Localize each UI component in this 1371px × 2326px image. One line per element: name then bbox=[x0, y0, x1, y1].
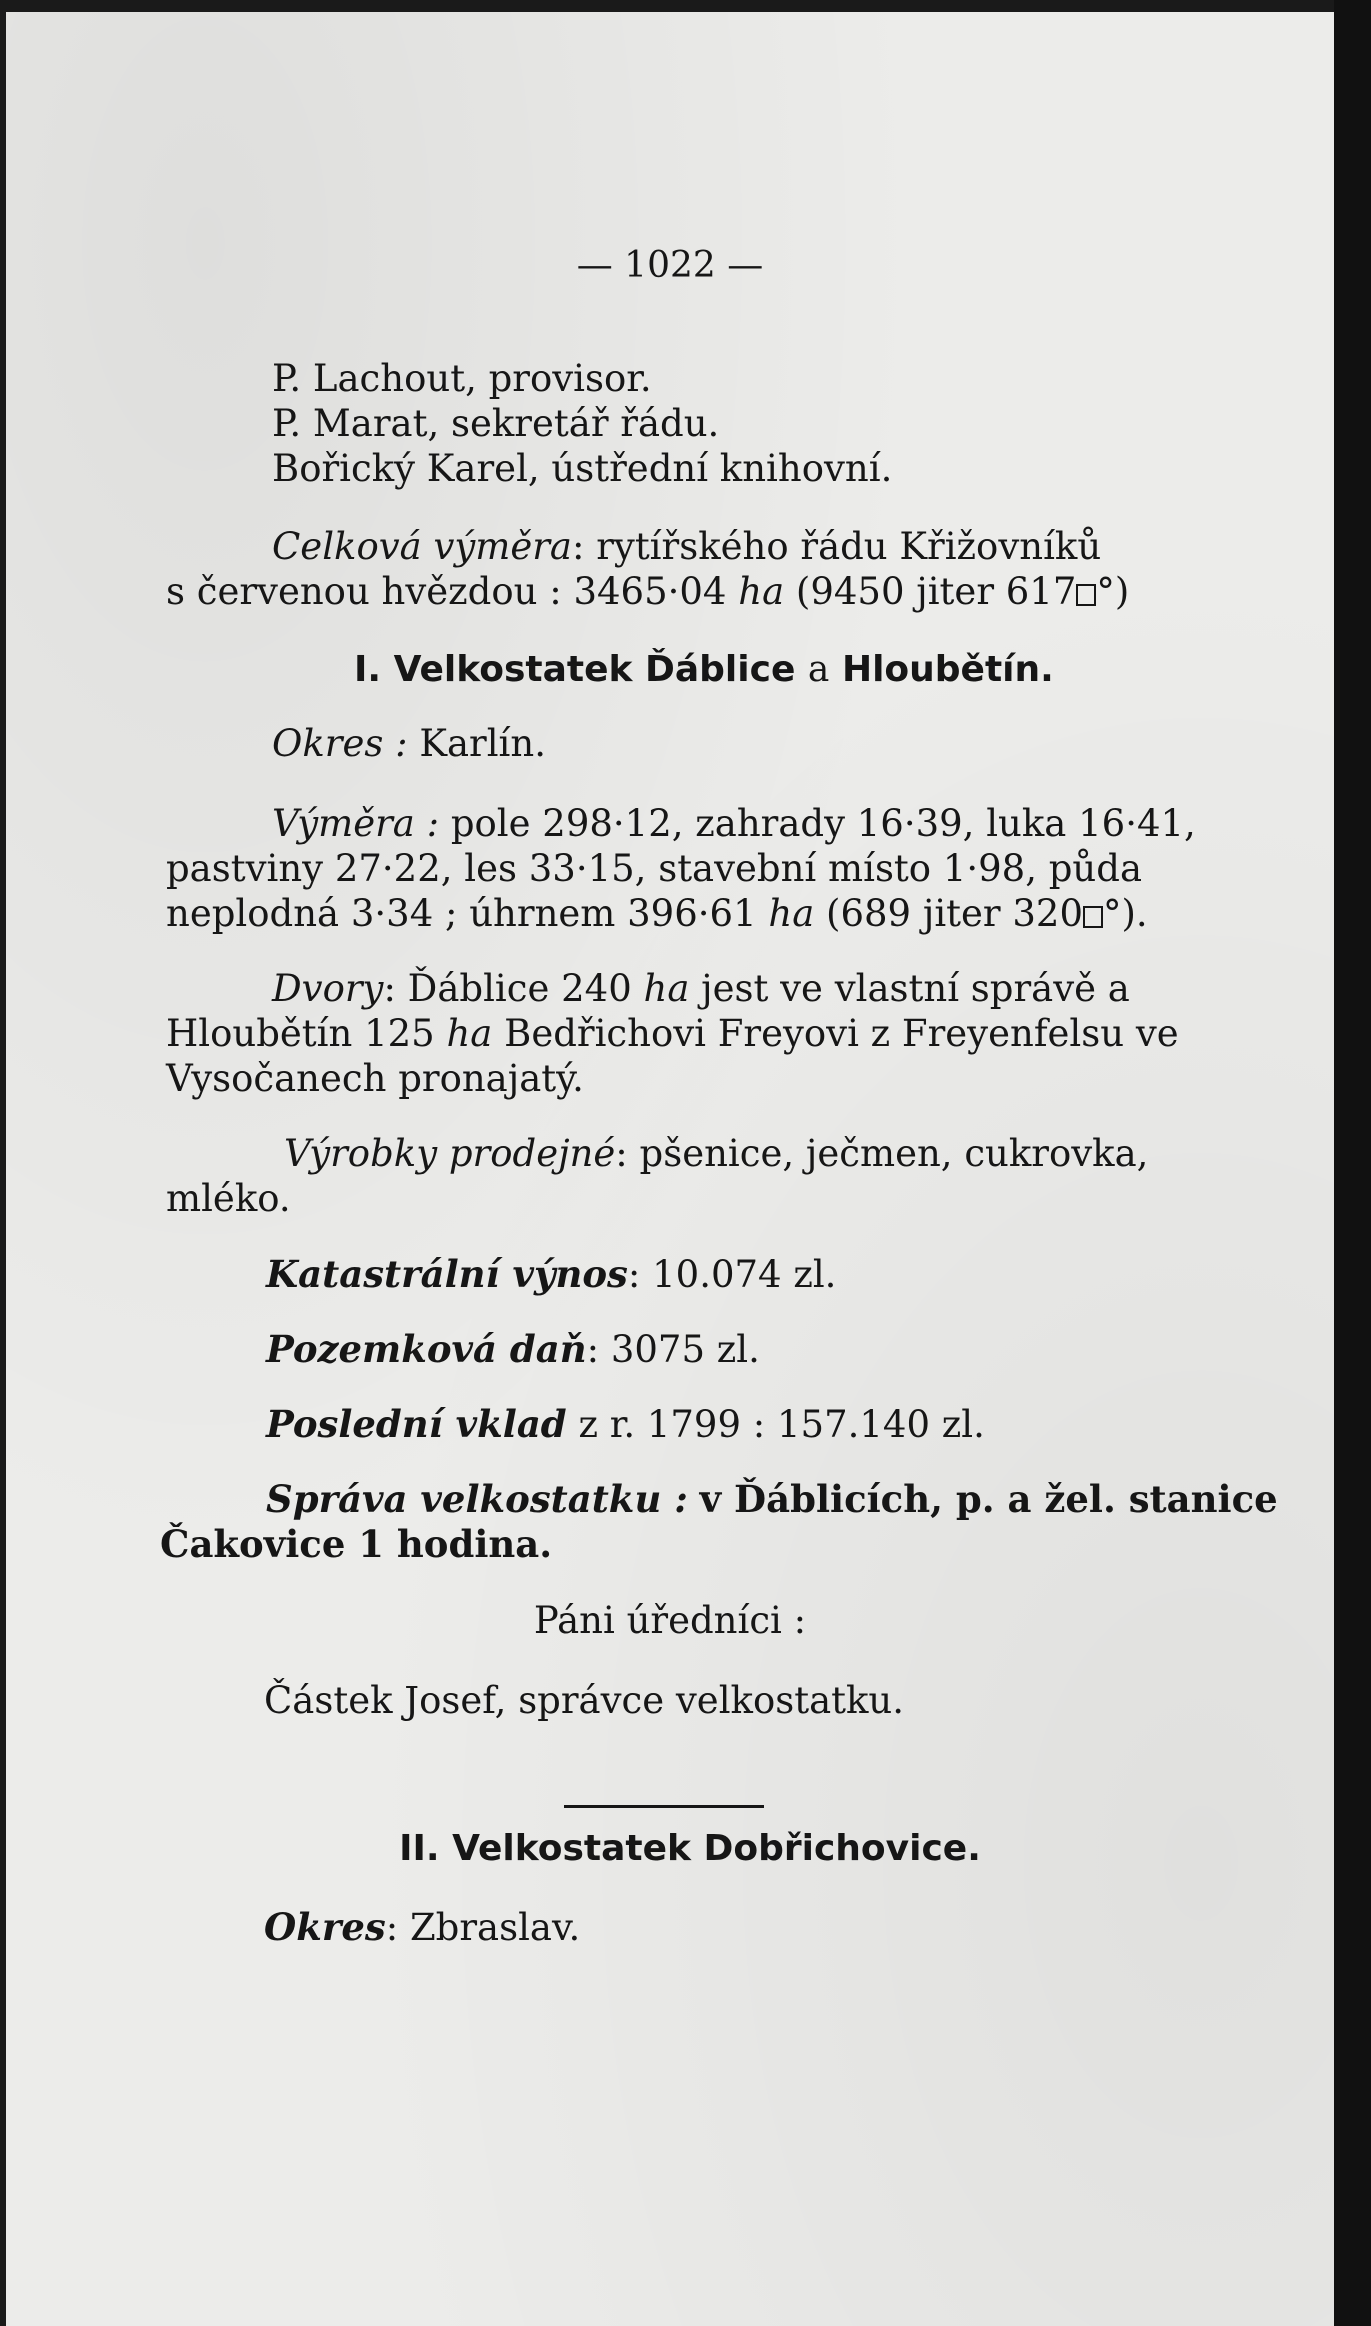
farms-label: Dvory bbox=[272, 967, 384, 1010]
products-text-1: : pšenice, ječmen, cukrovka, bbox=[615, 1132, 1149, 1175]
farms-unit: ha bbox=[643, 967, 690, 1010]
estate1-area-line-2: pastviny 27·22, les 33·15, stavební místo 1·98, půda bbox=[166, 847, 1143, 890]
estate1-heading bbox=[354, 648, 1054, 692]
total-area-text-2: s červenou hvězdou : 3465·04 bbox=[166, 570, 727, 613]
staff-line-3: Bořický Karel, ústřední knihovní. bbox=[272, 447, 893, 490]
staff-line-1: P. Lachout, provisor. bbox=[272, 357, 652, 400]
estate1-products-line-2: mléko. bbox=[166, 1177, 291, 1220]
land-tax-label: Pozemková daň bbox=[266, 1327, 587, 1371]
estate2-district bbox=[264, 1905, 580, 1950]
estate1-last-deposit bbox=[266, 1402, 985, 1447]
officials-heading: Páni úředníci : bbox=[533, 1599, 807, 1642]
cadastral-label: Katastrální výnos bbox=[266, 1252, 628, 1296]
estate1-heading-b: Hloubětín. bbox=[841, 649, 1054, 690]
cadastral-value: : 10.074 zl. bbox=[627, 1253, 837, 1296]
estate1-heading-and: a bbox=[807, 649, 830, 690]
area-text-4: (689 jiter 320 bbox=[826, 892, 1083, 935]
estate1-farms-line-3: Vysočanech pronajatý. bbox=[166, 1057, 584, 1100]
section-divider bbox=[564, 1805, 764, 1808]
estate1-district bbox=[272, 722, 546, 766]
total-area-label: Celková výměra bbox=[272, 525, 572, 568]
book-page bbox=[6, 12, 1334, 2326]
total-area-unit: ha bbox=[738, 570, 785, 613]
area-unit: ha bbox=[768, 892, 815, 935]
page-number: — 1022 — bbox=[576, 245, 764, 286]
estate1-area-line-1 bbox=[272, 802, 1196, 846]
farms-unit-2: ha bbox=[446, 1012, 493, 1055]
farms-text-4: Bedřichovi Freyovi z Freyenfelsu ve bbox=[504, 1012, 1179, 1055]
last-deposit-value: z r. 1799 : 157.140 zl. bbox=[578, 1403, 985, 1446]
farms-text-2: jest ve vlastní správě a bbox=[701, 967, 1130, 1010]
estate1-area-line-3 bbox=[166, 892, 1148, 936]
estate1-products-line-1 bbox=[284, 1132, 1148, 1176]
total-area-text-3: (9450 jiter 617 bbox=[795, 570, 1077, 613]
area-label: Výměra : bbox=[272, 802, 440, 845]
last-deposit-label: Poslední vklad bbox=[266, 1402, 567, 1446]
admin-text-1: v Ďáblicích, p. a žel. stanice bbox=[699, 1477, 1278, 1521]
estate1-farms-line-1 bbox=[272, 967, 1130, 1011]
district-label: Okres : bbox=[272, 722, 408, 765]
area-text-5: °). bbox=[1103, 892, 1148, 935]
area-text-3: neplodná 3·34 ; úhrnem 396·61 bbox=[166, 892, 757, 935]
district2-label: Okres bbox=[264, 1905, 386, 1949]
estate1-farms-line-2 bbox=[166, 1012, 1179, 1056]
page-edge-shadow bbox=[1334, 0, 1371, 2326]
estate1-cadastral bbox=[266, 1252, 836, 1297]
square-symbol-icon bbox=[1083, 906, 1103, 928]
square-symbol-icon bbox=[1076, 584, 1096, 606]
total-area-text-4: °) bbox=[1096, 570, 1130, 613]
admin-label: Správa velkostatku : bbox=[266, 1477, 688, 1521]
farms-text-1: : Ďáblice 240 bbox=[383, 967, 632, 1010]
estate1-admin-line-2: Čakovice 1 hodina. bbox=[160, 1522, 553, 1566]
estate2-heading: II. Velkostatek Dobřichovice. bbox=[399, 1828, 981, 1869]
area-text-1: pole 298·12, zahrady 16·39, luka 16·41, bbox=[450, 802, 1196, 845]
district2-value: : Zbraslav. bbox=[385, 1906, 581, 1949]
estate1-heading-a: I. Velkostatek Ďáblice bbox=[354, 649, 796, 690]
district-value: Karlín. bbox=[419, 722, 546, 765]
estate1-land-tax bbox=[266, 1327, 760, 1372]
estate1-admin-line-1 bbox=[266, 1477, 1278, 1522]
official-entry: Částek Josef, správce velkostatku. bbox=[264, 1679, 905, 1722]
total-area-line-1 bbox=[272, 525, 1232, 569]
products-label: Výrobky prodejné bbox=[284, 1132, 616, 1175]
total-area-line-2 bbox=[166, 570, 1129, 614]
farms-text-3: Hloubětín 125 bbox=[166, 1012, 435, 1055]
land-tax-value: : 3075 zl. bbox=[586, 1328, 760, 1371]
total-area-text-1: : rytířského řádu Křižovníků bbox=[572, 525, 1102, 568]
staff-line-2: P. Marat, sekretář řádu. bbox=[272, 402, 720, 445]
